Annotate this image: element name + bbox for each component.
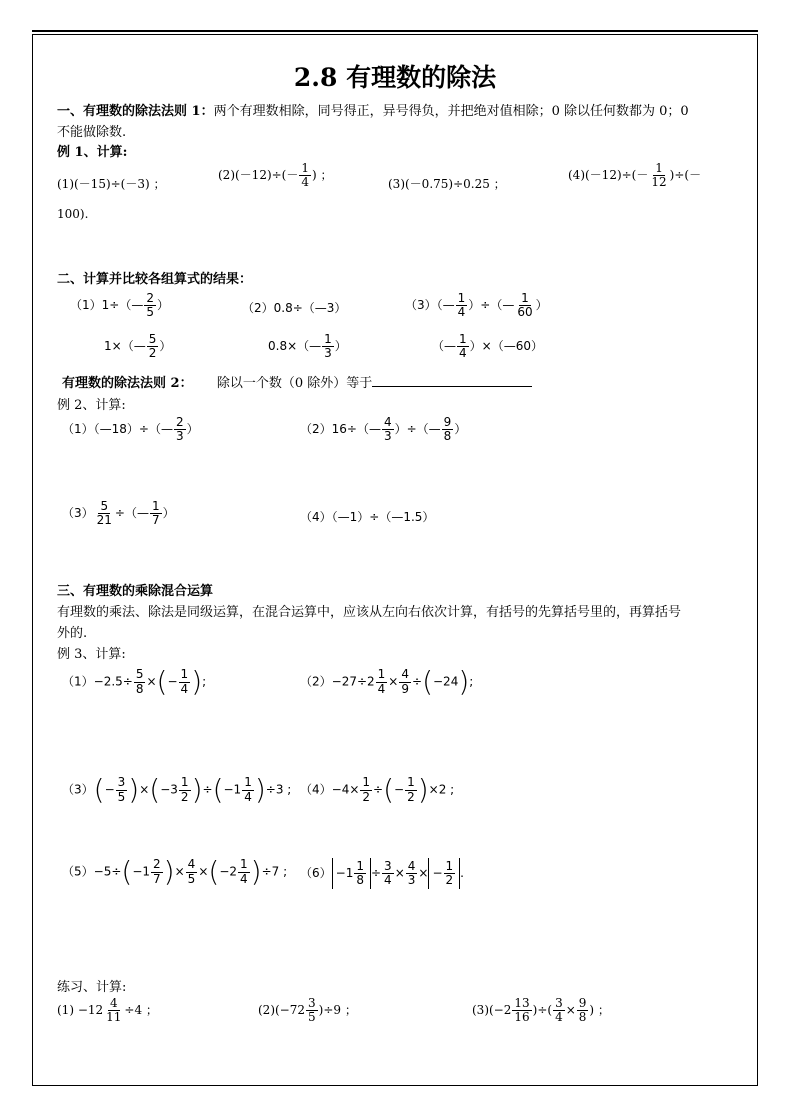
denominator: 8 — [443, 429, 452, 444]
paren: ) — [458, 665, 470, 698]
math: . — [460, 866, 464, 881]
numerator: 3 — [555, 996, 563, 1010]
compare-a3 — [405, 292, 548, 319]
fraction — [382, 860, 394, 887]
fraction — [299, 162, 311, 189]
example2-problem-4: （4）（—1）÷（—1.5） — [300, 510, 435, 524]
section3-heading: 三、有理数的乘除混合运算 — [57, 584, 214, 599]
fraction — [151, 858, 163, 885]
p4-pre: (4)(－12)÷(－ — [568, 168, 649, 183]
numerator: 4 — [407, 859, 416, 873]
fraction — [442, 416, 454, 443]
fraction — [134, 668, 146, 695]
numerator: 1 — [180, 775, 189, 790]
numerator: 1 — [244, 775, 252, 790]
denominator: 3 — [407, 873, 416, 888]
text: ) ； — [589, 1003, 610, 1018]
fraction — [405, 776, 417, 803]
example2-label: 例 2、计算: — [57, 398, 126, 413]
numerator: 13 — [514, 996, 530, 1010]
fraction — [322, 333, 334, 360]
numerator: 4 — [401, 667, 409, 682]
denominator: 3 — [324, 346, 332, 361]
denominator: 9 — [401, 681, 409, 696]
numerator: 3 — [384, 859, 392, 873]
denominator: 2 — [407, 789, 415, 804]
example3-problem-2 — [300, 665, 474, 698]
numerator: 9 — [578, 996, 587, 1010]
text: ÷（— — [114, 506, 149, 521]
math: − — [432, 866, 443, 881]
rule1-line — [57, 100, 689, 119]
fraction — [382, 416, 394, 443]
example2-problem-1 — [62, 416, 199, 443]
numerator: 1 — [362, 775, 371, 790]
math: × — [388, 674, 399, 689]
text: （— — [432, 339, 457, 354]
example2-problem-2 — [300, 416, 466, 443]
numerator: 1 — [521, 291, 529, 305]
numerator: 5 — [148, 332, 157, 346]
math: × — [198, 864, 209, 879]
denominator: 7 — [151, 513, 160, 528]
text: （1）（—18）÷（— — [62, 422, 173, 437]
denominator: 3 — [383, 429, 392, 444]
fraction — [238, 858, 250, 885]
denominator: 2 — [180, 789, 189, 804]
denominator: 3 — [175, 429, 184, 444]
math: −5÷ — [93, 864, 122, 879]
numerator: 1 — [324, 332, 332, 346]
rule2-text: 除以一个数（0 除外）等于 — [216, 376, 373, 391]
text: ） — [334, 339, 347, 354]
practice-label: 练习、计算: — [57, 980, 127, 995]
paren: ( — [121, 855, 133, 888]
fraction — [577, 997, 589, 1024]
denominator: 4 — [244, 789, 252, 804]
numerator: 2 — [175, 415, 184, 429]
numerator: 1 — [407, 775, 415, 790]
numerator: 5 — [135, 667, 144, 682]
absolute-value — [428, 858, 460, 889]
math: ÷ — [202, 782, 213, 797]
fraction — [406, 860, 418, 887]
math: ; — [202, 674, 207, 689]
text: )÷9 ； — [318, 1003, 357, 1018]
math: −1 — [132, 864, 151, 879]
paren: ( — [208, 855, 220, 888]
paren: ) — [254, 773, 266, 806]
fraction — [512, 997, 531, 1024]
denominator: 4 — [459, 346, 467, 361]
fraction — [399, 668, 411, 695]
denominator: 5 — [146, 305, 154, 320]
paren: ( — [212, 773, 224, 806]
fraction — [144, 292, 156, 319]
text: ） — [162, 506, 175, 521]
math: × — [174, 864, 185, 879]
numerator: 4 — [187, 857, 196, 872]
denominator: 60 — [517, 305, 533, 320]
fraction — [456, 292, 468, 319]
math: ÷ — [373, 782, 384, 797]
label: （3） — [62, 782, 94, 797]
math: ×2 ; — [428, 782, 455, 797]
rule2-label: 有理数的除法法则 2： — [62, 376, 193, 391]
math: − — [167, 674, 178, 689]
example3-problem-4 — [300, 773, 455, 806]
text: (2)(−72 — [258, 1003, 306, 1018]
fraction — [457, 333, 469, 360]
denominator: 4 — [301, 175, 310, 190]
example1-problem-3: (3)(－0.75)÷0.25 ； — [388, 177, 506, 191]
denominator: 8 — [578, 1010, 587, 1025]
text: ） — [454, 422, 467, 437]
label: （2） — [300, 674, 332, 689]
math: −27÷2 — [331, 674, 375, 689]
text: 1×（— — [104, 339, 146, 354]
paren: ( — [422, 665, 433, 698]
math: ÷ — [412, 674, 423, 689]
compare-a1 — [70, 292, 169, 319]
fraction — [360, 776, 372, 803]
text: ） — [159, 339, 172, 354]
denominator: 2 — [362, 789, 371, 804]
denominator: 11 — [106, 1010, 122, 1025]
text: ）÷（— — [394, 422, 441, 437]
denominator: 5 — [308, 1010, 316, 1025]
numerator: 1 — [655, 161, 663, 175]
math: −1 — [335, 866, 354, 881]
example3-label: 例 3、计算: — [57, 647, 126, 662]
example3-problem-3 — [62, 773, 292, 806]
answer-blank[interactable] — [372, 374, 532, 387]
text: ） — [186, 422, 199, 437]
math: × — [394, 866, 405, 881]
math: ÷3 ; — [265, 782, 292, 797]
fraction — [147, 333, 159, 360]
fraction — [150, 500, 162, 527]
numerator: 1 — [151, 499, 160, 513]
denominator: 5 — [117, 789, 126, 804]
numerator: 1 — [445, 859, 454, 873]
math: −4× — [331, 782, 360, 797]
math: −24 — [433, 674, 459, 689]
paren: ( — [149, 773, 161, 806]
p2-post: ) ； — [312, 168, 333, 183]
paren: ) — [250, 855, 262, 888]
fraction — [242, 776, 254, 803]
example1-problem-2 — [218, 162, 333, 189]
section3-text: 有理数的乘法、除法是同级运算，在混合运算中，应该从左向右依次计算，有括号的先算括号里的，再算括号 — [57, 605, 682, 620]
denominator: 4 — [457, 305, 466, 320]
fraction — [104, 997, 123, 1024]
math: −2 — [219, 864, 238, 879]
denominator: 12 — [651, 175, 667, 190]
text: （1）1÷（— — [70, 298, 144, 313]
text: （3） — [62, 506, 94, 521]
rule1-text: 两个有理数相除，同号得正，异号得负，并把绝对值相除；0 除以任何数都为 0；0 — [213, 104, 689, 119]
label: （5） — [62, 864, 94, 879]
example1-problem-1: (1)(－15)÷(－3) ； — [57, 177, 166, 191]
numerator: 1 — [301, 161, 310, 175]
numerator: 1 — [240, 857, 248, 872]
label: （4） — [300, 782, 332, 797]
numerator: 4 — [109, 996, 118, 1010]
example1-label: 例 1、计算: — [57, 145, 128, 160]
math: ÷ — [370, 866, 382, 881]
text: ） — [535, 298, 548, 313]
text: ÷4 ； — [124, 1003, 158, 1018]
p2-pre: (2)(－12)÷(－ — [218, 168, 299, 183]
denominator: 16 — [514, 1010, 530, 1025]
math: − — [394, 782, 405, 797]
denominator: 4 — [180, 681, 189, 696]
label: （6） — [300, 866, 332, 881]
math: −3 — [160, 782, 178, 797]
math: × — [418, 866, 429, 881]
practice-problem-3 — [472, 997, 610, 1024]
p4-post: )÷(－ — [669, 168, 702, 183]
fraction — [354, 860, 366, 887]
denominator: 21 — [96, 513, 112, 528]
denominator: 7 — [153, 871, 161, 886]
rule1-heading: 一、有理数的除法法则 1： — [57, 104, 214, 119]
label: （1） — [62, 674, 94, 689]
text: (3)(−2 — [472, 1003, 512, 1018]
text: ）÷（— — [468, 298, 515, 313]
denominator: 8 — [135, 681, 144, 696]
fraction — [179, 776, 191, 803]
paren: ) — [417, 773, 429, 806]
paren: ) — [163, 855, 175, 888]
numerator: 3 — [308, 996, 316, 1010]
numerator: 9 — [443, 415, 452, 429]
practice-problem-2 — [258, 997, 357, 1024]
fraction — [174, 416, 186, 443]
compare-b3 — [432, 333, 543, 360]
paren: ) — [128, 773, 140, 806]
example3-problem-5 — [62, 855, 288, 888]
fraction — [186, 858, 198, 885]
paren: ( — [156, 665, 168, 698]
example3-problem-1 — [62, 665, 207, 698]
text: ）×（—60） — [469, 339, 543, 354]
text: 0.8×（— — [268, 339, 322, 354]
math: × — [146, 674, 157, 689]
paren: ) — [191, 773, 203, 806]
fraction — [306, 997, 318, 1024]
section3-text-cont: 外的. — [57, 626, 88, 641]
numerator: 1 — [377, 667, 386, 682]
paren: ( — [93, 773, 105, 806]
math: × — [139, 782, 150, 797]
absolute-value — [332, 858, 371, 889]
page-title: 2.8 有理数的除法 — [293, 63, 497, 92]
numerator: 5 — [100, 499, 109, 513]
paren: ( — [383, 773, 395, 806]
denominator: 4 — [384, 873, 392, 888]
compare-a2: （2）0.8÷（—3） — [242, 301, 347, 315]
denominator: 4 — [377, 681, 386, 696]
fraction — [179, 668, 191, 695]
top-rule — [32, 30, 758, 32]
fraction — [515, 292, 534, 319]
practice-problem-1 — [57, 997, 158, 1024]
fraction — [376, 668, 388, 695]
numerator: 2 — [153, 857, 161, 872]
math: ; — [469, 674, 474, 689]
rule2-line — [62, 372, 532, 391]
numerator: 1 — [180, 667, 189, 682]
math: −1 — [223, 782, 242, 797]
fraction — [649, 162, 668, 189]
example3-problem-6 — [300, 858, 464, 889]
denominator: 2 — [445, 873, 454, 888]
math: −2.5÷ — [93, 674, 133, 689]
text: × — [565, 1003, 576, 1018]
numerator: 1 — [356, 859, 364, 873]
example1-problem-4-cont: 100). — [57, 207, 89, 221]
math: ÷7 ; — [261, 864, 288, 879]
numerator: 1 — [459, 332, 467, 346]
denominator: 5 — [187, 871, 196, 886]
numerator: 4 — [383, 415, 392, 429]
text: )÷( — [532, 1003, 553, 1018]
numerator: 3 — [117, 775, 126, 790]
denominator: 2 — [148, 346, 157, 361]
text: （2）16÷（— — [300, 422, 381, 437]
math: − — [104, 782, 115, 797]
text: (1) −12 — [57, 1003, 104, 1018]
fraction — [95, 500, 114, 527]
text: （3）（— — [405, 298, 455, 313]
rule1-text-cont: 不能做除数. — [57, 125, 127, 140]
numerator: 1 — [457, 291, 466, 305]
denominator: 4 — [555, 1010, 563, 1025]
compare-b1 — [104, 333, 171, 360]
numerator: 2 — [146, 291, 154, 305]
section2-heading: 二、计算并比较各组算式的结果： — [57, 272, 253, 287]
denominator: 8 — [356, 873, 364, 888]
example1-problem-4 — [568, 162, 701, 189]
denominator: 4 — [240, 871, 248, 886]
fraction — [116, 776, 128, 803]
example2-problem-3 — [62, 500, 175, 527]
compare-b2 — [268, 333, 347, 360]
fraction — [444, 860, 456, 887]
paren: ) — [191, 665, 203, 698]
text: ） — [156, 298, 169, 313]
fraction — [553, 997, 565, 1024]
